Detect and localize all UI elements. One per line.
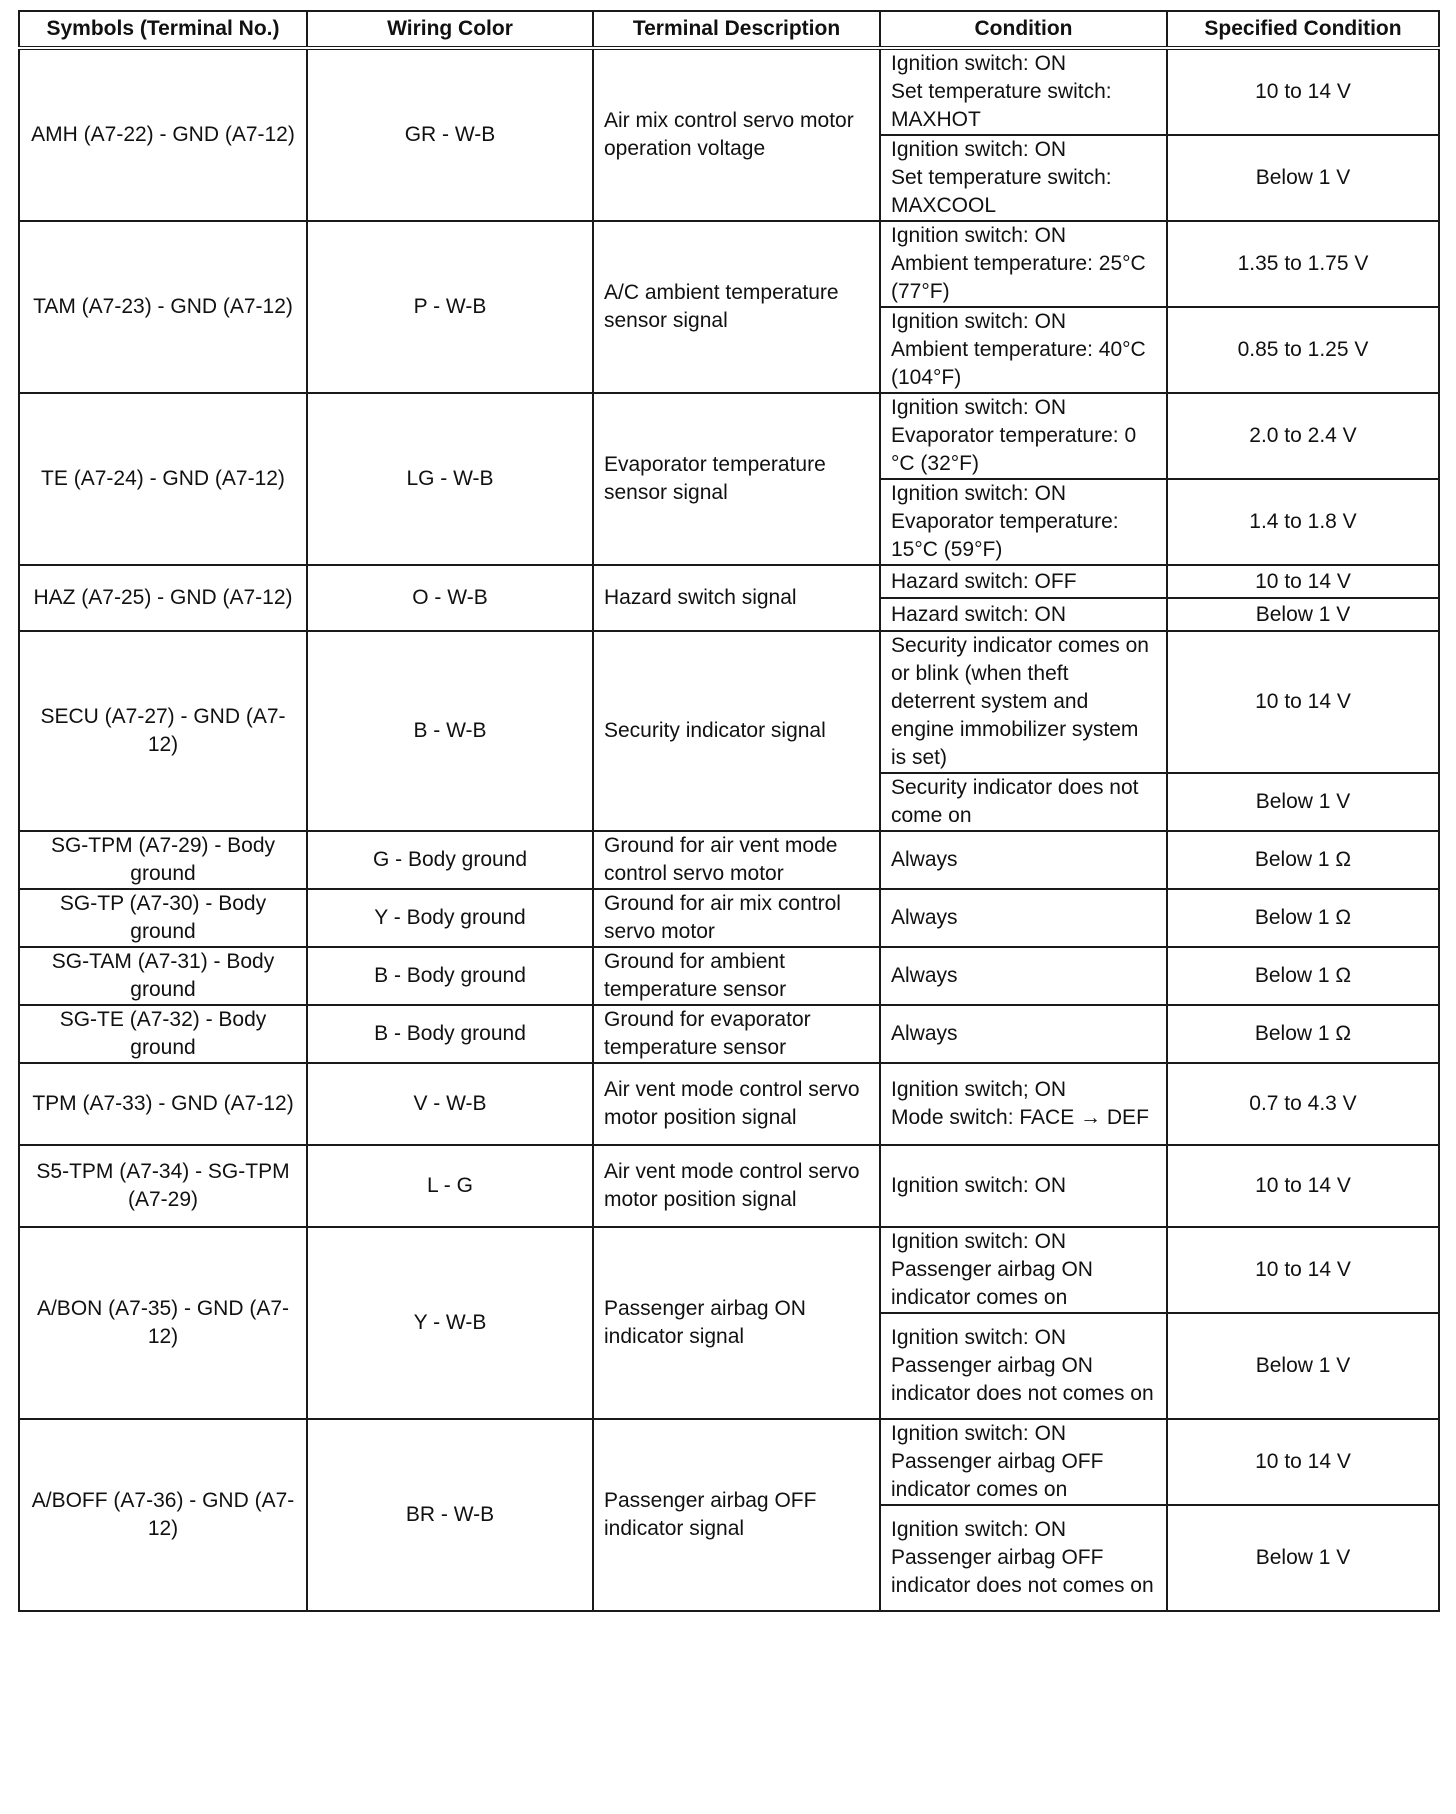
terminal-description-cell: A/C ambient temperature sensor signal xyxy=(593,221,880,393)
wiring-color-cell: B - W-B xyxy=(307,631,593,831)
specified-condition-cell: Below 1 Ω xyxy=(1167,889,1439,947)
symbol-cell: TE (A7-24) - GND (A7-12) xyxy=(19,393,307,565)
specified-condition-cell: 1.4 to 1.8 V xyxy=(1167,479,1439,565)
symbol-cell: SG-TPM (A7-29) - Body ground xyxy=(19,831,307,889)
condition-cell: Always xyxy=(880,889,1167,947)
specified-condition-cell: Below 1 V xyxy=(1167,1313,1439,1419)
table-row xyxy=(19,48,1439,135)
table-body xyxy=(19,48,1439,1611)
header-symbols: Symbols (Terminal No.) xyxy=(19,11,307,48)
terminal-description-cell: Evaporator temperature sensor signal xyxy=(593,393,880,565)
specified-condition-cell: 10 to 14 V xyxy=(1167,1227,1439,1313)
condition-cell: Hazard switch: OFF xyxy=(880,565,1167,598)
wiring-color-cell: BR - W-B xyxy=(307,1419,593,1611)
specified-condition-cell: 0.7 to 4.3 V xyxy=(1167,1063,1439,1145)
terminal-description-cell: Ground for air mix control servo motor xyxy=(593,889,880,947)
symbol-cell: SG-TE (A7-32) - Body ground xyxy=(19,1005,307,1063)
table-row xyxy=(19,565,1439,598)
terminal-description-cell: Air vent mode control servo motor position signal xyxy=(593,1145,880,1227)
table-row xyxy=(19,831,1439,889)
wiring-color-cell: V - W-B xyxy=(307,1063,593,1145)
specified-condition-cell: Below 1 Ω xyxy=(1167,1005,1439,1063)
wiring-color-cell: LG - W-B xyxy=(307,393,593,565)
wiring-color-cell: GR - W-B xyxy=(307,48,593,221)
specified-condition-cell: Below 1 V xyxy=(1167,135,1439,221)
condition-cell: Ignition switch: ON Passenger airbag OFF indicator does not comes on xyxy=(880,1505,1167,1611)
header-condition: Condition xyxy=(880,11,1167,48)
terminal-description-cell: Ground for air vent mode control servo motor xyxy=(593,831,880,889)
condition-cell: Ignition switch: ON xyxy=(880,1145,1167,1227)
condition-cell: Ignition switch: ON Ambient temperature: 40°C (104°F) xyxy=(880,307,1167,393)
symbol-cell: SECU (A7-27) - GND (A7-12) xyxy=(19,631,307,831)
symbol-cell: A/BON (A7-35) - GND (A7-12) xyxy=(19,1227,307,1419)
table-row xyxy=(19,1227,1439,1313)
specified-condition-cell: 10 to 14 V xyxy=(1167,631,1439,773)
specified-condition-cell: Below 1 V xyxy=(1167,598,1439,631)
terminal-spec-table xyxy=(18,10,1440,1612)
table-row xyxy=(19,1145,1439,1227)
condition-cell: Always xyxy=(880,831,1167,889)
condition-cell: Hazard switch: ON xyxy=(880,598,1167,631)
wiring-color-cell: B - Body ground xyxy=(307,947,593,1005)
table-row xyxy=(19,1005,1439,1063)
table-row xyxy=(19,393,1439,479)
wiring-color-cell: G - Body ground xyxy=(307,831,593,889)
symbol-cell: AMH (A7-22) - GND (A7-12) xyxy=(19,48,307,221)
terminal-description-cell: Air mix control servo motor operation voltage xyxy=(593,48,880,221)
symbol-cell: SG-TAM (A7-31) - Body ground xyxy=(19,947,307,1005)
wiring-color-cell: P - W-B xyxy=(307,221,593,393)
terminal-spec-sheet xyxy=(18,10,1438,1612)
condition-cell: Ignition switch; ON Mode switch: FACE → DEF xyxy=(880,1063,1167,1145)
condition-cell: Ignition switch: ON Evaporator temperature: 15°C (59°F) xyxy=(880,479,1167,565)
specified-condition-cell: 0.85 to 1.25 V xyxy=(1167,307,1439,393)
condition-cell: Ignition switch: ON Passenger airbag ON indicator does not comes on xyxy=(880,1313,1167,1419)
wiring-color-cell: L - G xyxy=(307,1145,593,1227)
specified-condition-cell: Below 1 Ω xyxy=(1167,831,1439,889)
wiring-color-cell: Y - W-B xyxy=(307,1227,593,1419)
specified-condition-cell: 1.35 to 1.75 V xyxy=(1167,221,1439,307)
symbol-cell: A/BOFF (A7-36) - GND (A7-12) xyxy=(19,1419,307,1611)
condition-cell: Security indicator comes on or blink (when theft deterrent system and engine immobilizer system is set) xyxy=(880,631,1167,773)
specified-condition-cell: 10 to 14 V xyxy=(1167,48,1439,135)
condition-cell: Ignition switch: ON Passenger airbag ON indicator comes on xyxy=(880,1227,1167,1313)
terminal-description-cell: Air vent mode control servo motor position signal xyxy=(593,1063,880,1145)
table-row xyxy=(19,947,1439,1005)
specified-condition-cell: Below 1 V xyxy=(1167,1505,1439,1611)
table-row xyxy=(19,221,1439,307)
terminal-description-cell: Ground for evaporator temperature sensor xyxy=(593,1005,880,1063)
header-specified-condition: Specified Condition xyxy=(1167,11,1439,48)
table-row xyxy=(19,631,1439,773)
terminal-description-cell: Passenger airbag OFF indicator signal xyxy=(593,1419,880,1611)
symbol-cell: HAZ (A7-25) - GND (A7-12) xyxy=(19,565,307,631)
condition-cell: Ignition switch: ON Ambient temperature: 25°C (77°F) xyxy=(880,221,1167,307)
condition-cell: Ignition switch: ON Evaporator temperature: 0 °C (32°F) xyxy=(880,393,1167,479)
condition-cell: Ignition switch: ON Set temperature switch: MAXHOT xyxy=(880,48,1167,135)
header-wiring-color: Wiring Color xyxy=(307,11,593,48)
specified-condition-cell: 10 to 14 V xyxy=(1167,1145,1439,1227)
condition-cell: Always xyxy=(880,1005,1167,1063)
header-terminal-description: Terminal Description xyxy=(593,11,880,48)
specified-condition-cell: Below 1 V xyxy=(1167,773,1439,831)
terminal-description-cell: Security indicator signal xyxy=(593,631,880,831)
terminal-description-cell: Ground for ambient temperature sensor xyxy=(593,947,880,1005)
terminal-description-cell: Hazard switch signal xyxy=(593,565,880,631)
specified-condition-cell: 10 to 14 V xyxy=(1167,565,1439,598)
wiring-color-cell: O - W-B xyxy=(307,565,593,631)
condition-cell: Ignition switch: ON Passenger airbag OFF indicator comes on xyxy=(880,1419,1167,1505)
specified-condition-cell: Below 1 Ω xyxy=(1167,947,1439,1005)
table-header-row xyxy=(19,11,1439,48)
condition-cell: Ignition switch: ON Set temperature switch: MAXCOOL xyxy=(880,135,1167,221)
symbol-cell: SG-TP (A7-30) - Body ground xyxy=(19,889,307,947)
table-row xyxy=(19,889,1439,947)
symbol-cell: TAM (A7-23) - GND (A7-12) xyxy=(19,221,307,393)
wiring-color-cell: Y - Body ground xyxy=(307,889,593,947)
wiring-color-cell: B - Body ground xyxy=(307,1005,593,1063)
specified-condition-cell: 2.0 to 2.4 V xyxy=(1167,393,1439,479)
symbol-cell: S5-TPM (A7-34) - SG-TPM (A7-29) xyxy=(19,1145,307,1227)
table-row xyxy=(19,1063,1439,1145)
symbol-cell: TPM (A7-33) - GND (A7-12) xyxy=(19,1063,307,1145)
specified-condition-cell: 10 to 14 V xyxy=(1167,1419,1439,1505)
terminal-description-cell: Passenger airbag ON indicator signal xyxy=(593,1227,880,1419)
condition-cell: Always xyxy=(880,947,1167,1005)
table-row xyxy=(19,1419,1439,1505)
condition-cell: Security indicator does not come on xyxy=(880,773,1167,831)
